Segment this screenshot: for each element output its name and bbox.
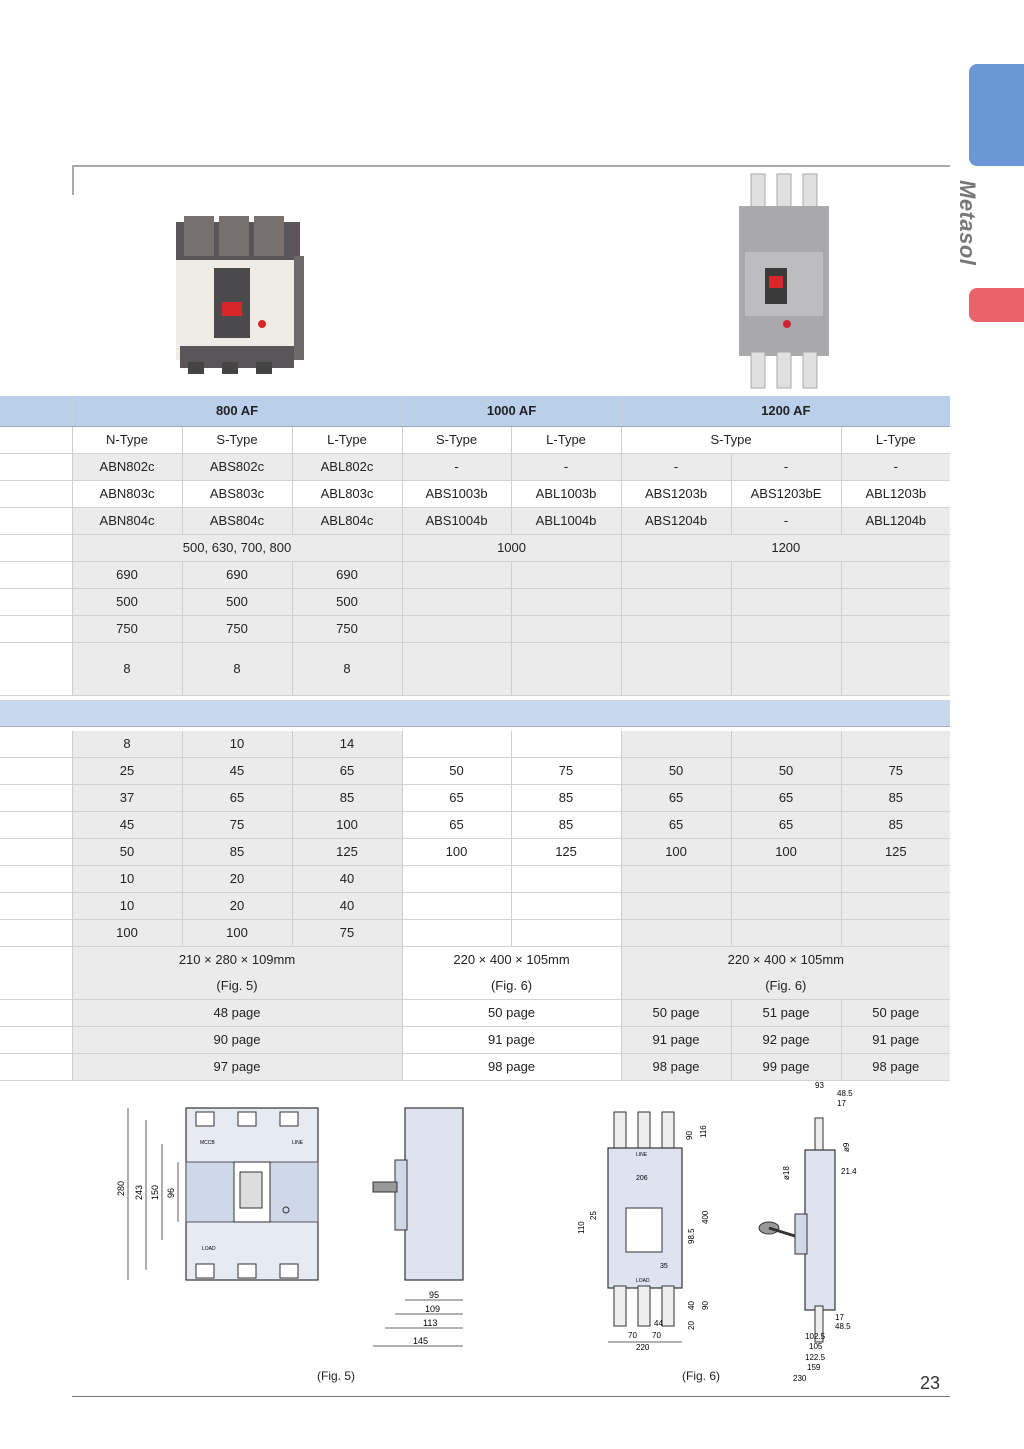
empty-cell bbox=[731, 866, 841, 893]
value-cell: 8 bbox=[292, 643, 402, 696]
empty-cell bbox=[731, 589, 841, 616]
value-cell: 40 bbox=[292, 893, 402, 920]
value-cell: 690 bbox=[182, 562, 292, 589]
page-ref-row-3 bbox=[0, 1054, 950, 1081]
dim-label: 150 bbox=[150, 1184, 160, 1200]
fig5-caption: (Fig. 5) bbox=[317, 1369, 356, 1383]
value-cell: 500 bbox=[72, 589, 182, 616]
fig6-caption: (Fig. 6) bbox=[682, 1369, 721, 1383]
dim-label: 48.5 bbox=[837, 1089, 853, 1098]
type-cell: S-Type bbox=[621, 427, 841, 454]
value-cell: 750 bbox=[292, 616, 402, 643]
empty-cell bbox=[731, 562, 841, 589]
model-cell: - bbox=[402, 454, 511, 481]
page-ref-cell: 98 page bbox=[621, 1054, 731, 1081]
value-cell: 690 bbox=[292, 562, 402, 589]
dim-label: 17 bbox=[837, 1099, 846, 1108]
part-label: LOAD bbox=[202, 1246, 216, 1252]
value-cell: 85 bbox=[511, 812, 621, 839]
model-3p-row bbox=[0, 481, 950, 508]
type-cell: S-Type bbox=[182, 427, 292, 454]
value-cell: 65 bbox=[402, 812, 511, 839]
dim-label: 70 bbox=[652, 1331, 661, 1340]
value-cell: 50 bbox=[621, 758, 731, 785]
type-cell: L-Type bbox=[841, 427, 950, 454]
value-cell: 100 bbox=[402, 839, 511, 866]
model-cell: ABN803c bbox=[72, 481, 182, 508]
model-cell: ABS1203bE bbox=[731, 481, 841, 508]
page-ref-cell: 98 page bbox=[841, 1054, 950, 1081]
section-header-cell bbox=[0, 700, 950, 727]
footer-rule bbox=[72, 1396, 950, 1397]
model-cell: ABL1204b bbox=[841, 508, 950, 535]
model-cell: ABS804c bbox=[182, 508, 292, 535]
label-cell bbox=[0, 893, 72, 920]
value-cell: 65 bbox=[731, 785, 841, 812]
empty-cell bbox=[621, 893, 731, 920]
empty-cell bbox=[621, 589, 731, 616]
model-cell: ABS1003b bbox=[402, 481, 511, 508]
value-cell: 65 bbox=[402, 785, 511, 812]
figure-ref: (Fig. 5) bbox=[216, 978, 258, 993]
label-cell bbox=[0, 866, 72, 893]
label-cell bbox=[0, 731, 72, 758]
brand-text: Metasol bbox=[955, 180, 980, 266]
empty-cell bbox=[511, 616, 621, 643]
empty-cell bbox=[511, 643, 621, 696]
value-cell: 20 bbox=[182, 893, 292, 920]
model-cell: ABL1003b bbox=[511, 481, 621, 508]
part-label: MCCB bbox=[200, 1140, 215, 1146]
figure-ref: (Fig. 6) bbox=[490, 978, 533, 993]
frame-1000af: 1000 AF bbox=[402, 396, 621, 427]
page-ref-cell: 92 page bbox=[731, 1027, 841, 1054]
section-header-row bbox=[0, 700, 950, 727]
empty-cell bbox=[402, 562, 511, 589]
value-cell: 65 bbox=[621, 812, 731, 839]
model-cell: ABL804c bbox=[292, 508, 402, 535]
breaking-row-5 bbox=[0, 839, 950, 866]
model-cell: - bbox=[731, 454, 841, 481]
page-ref-cell: 91 page bbox=[402, 1027, 621, 1054]
empty-cell bbox=[841, 616, 950, 643]
page-ref-cell: 97 page bbox=[72, 1054, 402, 1081]
value-cell: 65 bbox=[292, 758, 402, 785]
dim-label: 21.4 bbox=[841, 1167, 857, 1176]
label-cell bbox=[0, 616, 72, 643]
value-cell: 10 bbox=[72, 893, 182, 920]
dim-label: 145 bbox=[413, 1336, 429, 1346]
value-cell: 75 bbox=[841, 758, 950, 785]
empty-cell bbox=[621, 866, 731, 893]
label-cell bbox=[0, 454, 72, 481]
dim-label: 400 bbox=[701, 1210, 710, 1224]
value-cell: 65 bbox=[621, 785, 731, 812]
product-image-1200af bbox=[735, 172, 835, 390]
rated-current-row bbox=[0, 535, 950, 562]
breaking-row-1 bbox=[0, 731, 950, 758]
value-cell: 100 bbox=[731, 839, 841, 866]
dim-label: 243 bbox=[134, 1184, 144, 1200]
empty-cell bbox=[511, 589, 621, 616]
empty-cell bbox=[402, 920, 511, 947]
empty-cell bbox=[402, 616, 511, 643]
value-cell: 8 bbox=[72, 643, 182, 696]
dim-label: 90 bbox=[701, 1301, 710, 1310]
page-ref-cell: 99 page bbox=[731, 1054, 841, 1081]
empty-cell bbox=[841, 866, 950, 893]
rated-voltage-ac-row bbox=[0, 562, 950, 589]
value-cell: 85 bbox=[841, 812, 950, 839]
empty-cell bbox=[841, 920, 950, 947]
side-tab-blue bbox=[969, 64, 1024, 166]
model-cell: ABS1203b bbox=[621, 481, 731, 508]
empty-cell bbox=[841, 893, 950, 920]
label-cell bbox=[0, 508, 72, 535]
breaking-row-3 bbox=[0, 785, 950, 812]
dim-label: 110 bbox=[577, 1221, 586, 1234]
label-cell bbox=[0, 481, 72, 508]
label-cell bbox=[0, 535, 72, 562]
model-cell: ABS803c bbox=[182, 481, 292, 508]
fig5-front-drawing bbox=[110, 1100, 330, 1290]
value-cell: 45 bbox=[72, 812, 182, 839]
value-cell: 85 bbox=[841, 785, 950, 812]
dimensions-row bbox=[0, 947, 950, 1000]
dim-label: 17 bbox=[835, 1313, 844, 1322]
value-cell: 8 bbox=[182, 643, 292, 696]
breaking-row-6 bbox=[0, 866, 950, 893]
label-cell bbox=[0, 396, 72, 427]
value-cell: 100 bbox=[621, 839, 731, 866]
rated-current-cell: 500, 630, 700, 800 bbox=[72, 535, 402, 562]
dim-label: 93 bbox=[815, 1081, 824, 1090]
row-8 bbox=[0, 643, 950, 696]
value-cell: 40 bbox=[292, 866, 402, 893]
dimension-cell bbox=[621, 947, 950, 1000]
figure-ref: (Fig. 6) bbox=[765, 978, 807, 993]
empty-cell bbox=[621, 562, 731, 589]
page-ref-cell: 90 page bbox=[72, 1027, 402, 1054]
empty-cell bbox=[402, 589, 511, 616]
empty-cell bbox=[402, 866, 511, 893]
page-ref-cell: 50 page bbox=[402, 1000, 621, 1027]
page-ref-row-1 bbox=[0, 1000, 950, 1027]
breaking-row-7 bbox=[0, 893, 950, 920]
fig6-side-drawing bbox=[745, 1078, 865, 1386]
model-cell: - bbox=[511, 454, 621, 481]
side-tab-red bbox=[969, 288, 1024, 322]
dim-label: 48.5 bbox=[835, 1322, 851, 1331]
model-cell: ABL1004b bbox=[511, 508, 621, 535]
type-cell: L-Type bbox=[511, 427, 621, 454]
value-cell: 37 bbox=[72, 785, 182, 812]
model-cell: ABN802c bbox=[72, 454, 182, 481]
empty-cell bbox=[841, 731, 950, 758]
label-cell bbox=[0, 920, 72, 947]
dim-label: ø18 bbox=[782, 1166, 791, 1180]
empty-cell bbox=[621, 616, 731, 643]
part-label: LINE bbox=[636, 1152, 648, 1158]
dim-label: 116 bbox=[699, 1125, 708, 1138]
dimension-text: 220 × 400 × 105mm bbox=[453, 952, 570, 967]
dim-label: 113 bbox=[423, 1318, 438, 1328]
label-cell bbox=[0, 785, 72, 812]
value-cell: 14 bbox=[292, 731, 402, 758]
page-number: 23 bbox=[920, 1373, 941, 1393]
dim-label: 96 bbox=[166, 1187, 176, 1198]
value-cell: 500 bbox=[182, 589, 292, 616]
value-cell: 125 bbox=[292, 839, 402, 866]
empty-cell bbox=[621, 920, 731, 947]
empty-cell bbox=[402, 893, 511, 920]
dim-label: 109 bbox=[425, 1304, 441, 1314]
value-cell: 85 bbox=[182, 839, 292, 866]
value-cell: 100 bbox=[72, 920, 182, 947]
value-cell: 65 bbox=[182, 785, 292, 812]
label-cell bbox=[0, 839, 72, 866]
page-ref-cell: 50 page bbox=[841, 1000, 950, 1027]
value-cell: 75 bbox=[511, 758, 621, 785]
empty-cell bbox=[511, 562, 621, 589]
empty-cell bbox=[731, 920, 841, 947]
breaking-row-2 bbox=[0, 758, 950, 785]
empty-cell bbox=[402, 731, 511, 758]
top-rule-tick bbox=[72, 165, 74, 195]
type-cell: L-Type bbox=[292, 427, 402, 454]
breaking-row-4 bbox=[0, 812, 950, 839]
page-ref-cell: 91 page bbox=[841, 1027, 950, 1054]
empty-cell bbox=[841, 643, 950, 696]
dim-label: 40 bbox=[687, 1301, 696, 1310]
value-cell: 100 bbox=[182, 920, 292, 947]
model-cell: ABS1004b bbox=[402, 508, 511, 535]
empty-cell bbox=[731, 731, 841, 758]
empty-cell bbox=[621, 643, 731, 696]
label-cell bbox=[0, 643, 72, 696]
dim-label: 35 bbox=[660, 1263, 668, 1270]
dim-label: 70 bbox=[628, 1331, 637, 1340]
empty-cell bbox=[731, 616, 841, 643]
label-cell bbox=[0, 1000, 72, 1027]
dimension-text: 220 × 400 × 105mm bbox=[727, 952, 844, 967]
model-cell: - bbox=[841, 454, 950, 481]
value-cell: 750 bbox=[182, 616, 292, 643]
page-ref-cell: 48 page bbox=[72, 1000, 402, 1027]
dim-label: 20 bbox=[687, 1321, 696, 1330]
model-cell: ABL802c bbox=[292, 454, 402, 481]
model-cell: ABS802c bbox=[182, 454, 292, 481]
part-label: LOAD bbox=[636, 1278, 650, 1284]
model-cell: - bbox=[731, 508, 841, 535]
page-ref-row-2 bbox=[0, 1027, 950, 1054]
dim-label: 230 bbox=[793, 1374, 807, 1383]
dimension-text: 210 × 280 × 109mm bbox=[178, 952, 296, 967]
value-cell: 50 bbox=[731, 758, 841, 785]
fig6-front-drawing bbox=[570, 1108, 720, 1358]
dimension-cell bbox=[402, 947, 621, 1000]
label-cell bbox=[0, 1027, 72, 1054]
value-cell: 10 bbox=[182, 731, 292, 758]
label-cell bbox=[0, 427, 72, 454]
value-cell: 85 bbox=[292, 785, 402, 812]
top-rule bbox=[72, 165, 950, 167]
empty-cell bbox=[511, 920, 621, 947]
value-cell: 125 bbox=[511, 839, 621, 866]
empty-cell bbox=[841, 589, 950, 616]
dim-label: ø9 bbox=[842, 1142, 851, 1152]
frame-800af: 800 AF bbox=[72, 396, 402, 427]
value-cell: 690 bbox=[72, 562, 182, 589]
rated-current-cell: 1000 bbox=[402, 535, 621, 562]
part-label: LINE bbox=[292, 1140, 304, 1146]
impulse-voltage-row bbox=[0, 616, 950, 643]
value-cell: 10 bbox=[72, 866, 182, 893]
frame-header-row bbox=[0, 396, 950, 427]
frame-1200af: 1200 AF bbox=[621, 396, 950, 427]
dim-label: 159 bbox=[807, 1363, 821, 1372]
empty-cell bbox=[402, 643, 511, 696]
empty-cell bbox=[511, 893, 621, 920]
label-cell bbox=[0, 589, 72, 616]
model-cell: ABL1203b bbox=[841, 481, 950, 508]
label-cell bbox=[0, 758, 72, 785]
value-cell: 20 bbox=[182, 866, 292, 893]
value-cell: 8 bbox=[72, 731, 182, 758]
dim-label: 102.5 bbox=[805, 1332, 826, 1341]
empty-cell bbox=[841, 562, 950, 589]
value-cell: 25 bbox=[72, 758, 182, 785]
page-ref-cell: 51 page bbox=[731, 1000, 841, 1027]
value-cell: 65 bbox=[731, 812, 841, 839]
dim-label: 206 bbox=[636, 1175, 648, 1182]
value-cell: 85 bbox=[511, 785, 621, 812]
spec-table bbox=[0, 396, 950, 1081]
empty-cell bbox=[621, 731, 731, 758]
model-cell: ABN804c bbox=[72, 508, 182, 535]
dim-label: 90 bbox=[685, 1131, 694, 1140]
value-cell: 125 bbox=[841, 839, 950, 866]
dimension-cell bbox=[72, 947, 402, 1000]
value-cell: 50 bbox=[72, 839, 182, 866]
dim-label: 122.5 bbox=[805, 1353, 826, 1362]
empty-cell bbox=[731, 893, 841, 920]
model-2p-row bbox=[0, 454, 950, 481]
type-cell: N-Type bbox=[72, 427, 182, 454]
empty-cell bbox=[511, 731, 621, 758]
value-cell: 750 bbox=[72, 616, 182, 643]
brand-label bbox=[950, 180, 1010, 280]
model-cell: ABL803c bbox=[292, 481, 402, 508]
value-cell: 100 bbox=[292, 812, 402, 839]
type-cell: S-Type bbox=[402, 427, 511, 454]
label-cell bbox=[0, 1054, 72, 1081]
empty-cell bbox=[511, 866, 621, 893]
label-cell bbox=[0, 947, 72, 1000]
breaking-row-8 bbox=[0, 920, 950, 947]
dim-label: 44 bbox=[654, 1319, 663, 1328]
value-cell: 45 bbox=[182, 758, 292, 785]
label-cell bbox=[0, 812, 72, 839]
product-image-800af bbox=[170, 212, 310, 384]
rated-voltage-dc-row bbox=[0, 589, 950, 616]
value-cell: 75 bbox=[182, 812, 292, 839]
dim-label: 95 bbox=[429, 1290, 440, 1300]
dim-label: 105 bbox=[809, 1342, 823, 1351]
dim-label: 280 bbox=[116, 1180, 126, 1196]
empty-cell bbox=[731, 643, 841, 696]
model-cell: ABS1204b bbox=[621, 508, 731, 535]
value-cell: 75 bbox=[292, 920, 402, 947]
rated-current-cell: 1200 bbox=[621, 535, 950, 562]
model-4p-row bbox=[0, 508, 950, 535]
value-cell: 50 bbox=[402, 758, 511, 785]
page-ref-cell: 91 page bbox=[621, 1027, 731, 1054]
value-cell: 500 bbox=[292, 589, 402, 616]
dim-label: 98.5 bbox=[687, 1228, 696, 1244]
dim-label: 220 bbox=[636, 1343, 650, 1352]
page-ref-cell: 50 page bbox=[621, 1000, 731, 1027]
fig5-side-drawing bbox=[365, 1100, 475, 1360]
model-cell: - bbox=[621, 454, 731, 481]
label-cell bbox=[0, 562, 72, 589]
page-ref-cell: 98 page bbox=[402, 1054, 621, 1081]
dim-label: 25 bbox=[589, 1211, 598, 1220]
type-row bbox=[0, 427, 950, 454]
